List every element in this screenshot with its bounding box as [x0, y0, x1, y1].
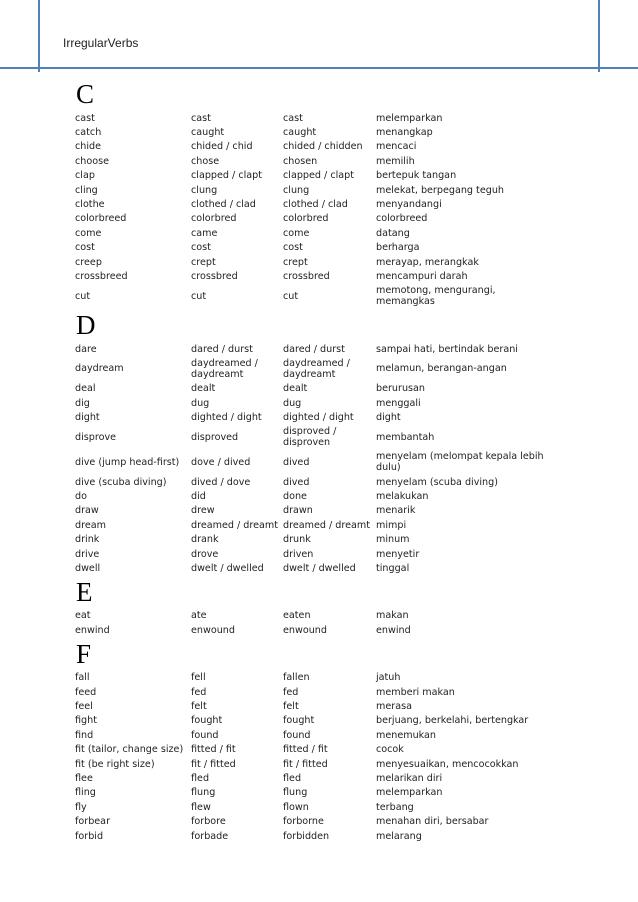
table-row	[75, 518, 555, 532]
meaning-cell: memilih	[376, 155, 415, 167]
table-row	[75, 342, 555, 356]
past-participle-cell: enwound	[283, 624, 327, 636]
table-row	[75, 381, 555, 395]
past-tense-cell: clung	[191, 184, 218, 196]
past-participle-cell: cut	[283, 290, 299, 302]
past-tense-cell: fled	[191, 772, 210, 784]
meaning-cell: berharga	[376, 242, 420, 254]
past-participle-cell: clothed / clad	[283, 199, 348, 211]
meaning-cell: menahan diri, bersabar	[376, 816, 489, 828]
base-form-cell: cling	[75, 184, 98, 196]
past-tense-cell: cast	[191, 112, 211, 124]
past-participle-cell: fit / fitted	[283, 758, 328, 770]
past-tense-cell: ate	[191, 610, 207, 622]
base-form-cell: choose	[75, 155, 109, 167]
table-row	[75, 425, 555, 450]
past-tense-cell: dighted / dight	[191, 411, 262, 423]
past-tense-cell: flew	[191, 801, 211, 813]
past-participle-cell: dug	[283, 397, 302, 409]
meaning-cell: menyelam (melompat kepala lebih dulu)	[376, 451, 544, 474]
past-participle-cell: fled	[283, 772, 302, 784]
past-tense-cell: clapped / clapt	[191, 170, 262, 182]
base-form-cell: eat	[75, 610, 91, 622]
past-tense-cell: dived / dove	[191, 476, 251, 488]
verb-table	[75, 342, 555, 576]
base-form-cell: catch	[75, 127, 102, 139]
base-form-cell: creep	[75, 256, 102, 268]
verb-table	[75, 671, 555, 844]
meaning-cell: enwind	[376, 624, 411, 636]
base-form-cell: come	[75, 227, 102, 239]
past-participle-cell: dived	[283, 456, 310, 468]
table-row	[75, 140, 555, 154]
past-participle-cell: eaten	[283, 610, 311, 622]
past-tense-cell: daydreamed / daydreamt	[191, 357, 258, 380]
section-letter-heading: E	[76, 576, 93, 607]
table-row	[75, 714, 555, 728]
meaning-cell: dight	[376, 411, 401, 423]
past-participle-cell: crept	[283, 256, 308, 268]
table-row	[75, 742, 555, 756]
past-tense-cell: found	[191, 729, 219, 741]
table-row	[75, 197, 555, 211]
past-participle-cell: fought	[283, 715, 315, 727]
past-tense-cell: fitted / fit	[191, 744, 236, 756]
meaning-cell: menyetir	[376, 548, 420, 560]
base-form-cell: cast	[75, 112, 95, 124]
base-form-cell: deal	[75, 383, 96, 395]
table-row	[75, 269, 555, 283]
meaning-cell: terbang	[376, 801, 414, 813]
past-tense-cell: clothed / clad	[191, 199, 256, 211]
past-participle-cell: found	[283, 729, 311, 741]
meaning-cell: melakukan	[376, 491, 429, 503]
meaning-cell: menarik	[376, 505, 416, 517]
meaning-cell: melekat, berpegang teguh	[376, 184, 504, 196]
past-tense-cell: forbore	[191, 816, 226, 828]
table-row	[75, 125, 555, 139]
meaning-cell: menyelam (scuba diving)	[376, 476, 498, 488]
letter-section	[75, 309, 595, 576]
meaning-cell: tinggal	[376, 563, 410, 575]
meaning-cell: melarikan diri	[376, 772, 443, 784]
base-form-cell: dwell	[75, 563, 101, 575]
meaning-cell: makan	[376, 610, 409, 622]
meaning-cell: mimpi	[376, 519, 407, 531]
verb-table	[75, 609, 555, 638]
table-row	[75, 356, 555, 381]
table-row	[75, 609, 555, 623]
past-tense-cell: did	[191, 491, 206, 503]
past-participle-cell: dwelt / dwelled	[283, 563, 356, 575]
past-tense-cell: dared / durst	[191, 343, 253, 355]
base-form-cell: fight	[75, 715, 97, 727]
past-tense-cell: dealt	[191, 383, 216, 395]
table-row	[75, 475, 555, 489]
meaning-cell: berjuang, berkelahi, bertengkar	[376, 715, 529, 727]
past-participle-cell: done	[283, 491, 307, 503]
base-form-cell: fall	[75, 672, 90, 684]
table-row	[75, 489, 555, 503]
header-right-rule	[598, 0, 600, 72]
meaning-cell: colorbreed	[376, 213, 428, 225]
table-row	[75, 284, 555, 309]
past-participle-cell: clung	[283, 184, 310, 196]
table-row	[75, 561, 555, 575]
past-tense-cell: caught	[191, 127, 225, 139]
past-participle-cell: flung	[283, 787, 308, 799]
table-row	[75, 169, 555, 183]
meaning-cell: menyesuaikan, mencocokkan	[376, 758, 519, 770]
past-tense-cell: forbade	[191, 830, 229, 842]
base-form-cell: fit (be right size)	[75, 758, 155, 770]
past-participle-cell: felt	[283, 700, 299, 712]
past-tense-cell: fought	[191, 715, 223, 727]
past-tense-cell: fell	[191, 672, 206, 684]
table-row	[75, 241, 555, 255]
base-form-cell: dare	[75, 343, 97, 355]
letter-section	[75, 576, 595, 638]
past-participle-cell: dived	[283, 476, 310, 488]
base-form-cell: colorbreed	[75, 213, 127, 225]
base-form-cell: dive (scuba diving)	[75, 476, 167, 488]
past-participle-cell: crossbred	[283, 270, 330, 282]
past-participle-cell: chosen	[283, 155, 318, 167]
past-tense-cell: chose	[191, 155, 220, 167]
table-row	[75, 547, 555, 561]
base-form-cell: clothe	[75, 199, 105, 211]
table-row	[75, 671, 555, 685]
past-tense-cell: flung	[191, 787, 216, 799]
base-form-cell: forbear	[75, 816, 111, 828]
meaning-cell: memotong, mengurangi, memangkas	[376, 285, 496, 308]
table-row	[75, 396, 555, 410]
meaning-cell: menangkap	[376, 127, 433, 139]
base-form-cell: crossbreed	[75, 270, 128, 282]
table-row	[75, 829, 555, 843]
base-form-cell: fling	[75, 787, 96, 799]
base-form-cell: clap	[75, 170, 95, 182]
table-row	[75, 410, 555, 424]
letter-section	[75, 638, 595, 844]
past-tense-cell: felt	[191, 700, 207, 712]
past-tense-cell: cost	[191, 242, 211, 254]
past-tense-cell: crept	[191, 256, 216, 268]
meaning-cell: bertepuk tangan	[376, 170, 457, 182]
base-form-cell: fit (tailor, change size)	[75, 744, 184, 756]
past-participle-cell: drawn	[283, 505, 313, 517]
table-row	[75, 814, 555, 828]
base-form-cell: disprove	[75, 431, 117, 443]
meaning-cell: melamun, berangan-angan	[376, 363, 507, 375]
meaning-cell: merasa	[376, 700, 412, 712]
base-form-cell: drink	[75, 534, 100, 546]
meaning-cell: melemparkan	[376, 787, 443, 799]
header-bottom-rule	[0, 67, 638, 69]
past-participle-cell: cost	[283, 242, 303, 254]
meaning-cell: berurusan	[376, 383, 425, 395]
past-tense-cell: came	[191, 227, 218, 239]
table-row	[75, 183, 555, 197]
past-participle-cell: fallen	[283, 672, 310, 684]
table-row	[75, 771, 555, 785]
past-participle-cell: chided / chidden	[283, 141, 363, 153]
meaning-cell: memberi makan	[376, 686, 455, 698]
base-form-cell: dream	[75, 519, 106, 531]
table-row	[75, 685, 555, 699]
table-row	[75, 728, 555, 742]
meaning-cell: menggali	[376, 397, 421, 409]
past-participle-cell: dreamed / dreamt	[283, 519, 370, 531]
table-row	[75, 154, 555, 168]
past-participle-cell: caught	[283, 127, 317, 139]
base-form-cell: flee	[75, 772, 93, 784]
base-form-cell: cut	[75, 290, 91, 302]
table-row	[75, 111, 555, 125]
past-participle-cell: dighted / dight	[283, 411, 354, 423]
base-form-cell: enwind	[75, 624, 110, 636]
past-tense-cell: drew	[191, 505, 215, 517]
past-tense-cell: dug	[191, 397, 210, 409]
past-participle-cell: clapped / clapt	[283, 170, 354, 182]
table-row	[75, 533, 555, 547]
meaning-cell: merayap, merangkak	[376, 256, 479, 268]
past-tense-cell: enwound	[191, 624, 235, 636]
base-form-cell: feed	[75, 686, 97, 698]
verb-list	[75, 78, 595, 843]
table-row	[75, 800, 555, 814]
past-tense-cell: crossbred	[191, 270, 238, 282]
past-tense-cell: colorbred	[191, 213, 237, 225]
meaning-cell: melarang	[376, 830, 422, 842]
past-tense-cell: fed	[191, 686, 207, 698]
past-participle-cell: dared / durst	[283, 343, 345, 355]
table-row	[75, 623, 555, 637]
meaning-cell: jatuh	[376, 672, 401, 684]
section-letter-heading: F	[76, 638, 92, 669]
past-tense-cell: chided / chid	[191, 141, 253, 153]
section-letter-heading: D	[76, 309, 96, 340]
past-participle-cell: cast	[283, 112, 303, 124]
past-participle-cell: flown	[283, 801, 309, 813]
table-row	[75, 786, 555, 800]
past-participle-cell: colorbred	[283, 213, 329, 225]
letter-section	[75, 78, 595, 309]
base-form-cell: cost	[75, 242, 95, 254]
base-form-cell: dive (jump head-first)	[75, 456, 180, 468]
base-form-cell: forbid	[75, 830, 104, 842]
table-row	[75, 699, 555, 713]
header-left-rule	[38, 0, 40, 72]
past-participle-cell: forbidden	[283, 830, 330, 842]
base-form-cell: feel	[75, 700, 93, 712]
meaning-cell: mencaci	[376, 141, 417, 153]
past-participle-cell: drunk	[283, 534, 311, 546]
meaning-cell: mencampuri darah	[376, 270, 468, 282]
base-form-cell: drive	[75, 548, 100, 560]
base-form-cell: find	[75, 729, 94, 741]
past-tense-cell: drove	[191, 548, 219, 560]
meaning-cell: datang	[376, 227, 410, 239]
verb-table	[75, 111, 555, 309]
meaning-cell: menemukan	[376, 729, 437, 741]
base-form-cell: do	[75, 491, 87, 503]
meaning-cell: minum	[376, 534, 410, 546]
base-form-cell: draw	[75, 505, 99, 517]
table-row	[75, 757, 555, 771]
meaning-cell: sampai hati, bertindak berani	[376, 343, 518, 355]
table-row	[75, 212, 555, 226]
base-form-cell: chide	[75, 141, 102, 153]
base-form-cell: daydream	[75, 363, 124, 375]
past-participle-cell: fed	[283, 686, 299, 698]
past-participle-cell: disproved / disproven	[283, 426, 337, 449]
past-tense-cell: cut	[191, 290, 207, 302]
base-form-cell: fly	[75, 801, 87, 813]
page-header-title: IrregularVerbs	[63, 36, 139, 50]
meaning-cell: cocok	[376, 744, 404, 756]
past-participle-cell: daydreamed / daydreamt	[283, 357, 350, 380]
table-row	[75, 504, 555, 518]
meaning-cell: menyandangi	[376, 199, 442, 211]
past-tense-cell: dove / dived	[191, 456, 251, 468]
past-participle-cell: fitted / fit	[283, 744, 328, 756]
past-participle-cell: come	[283, 227, 310, 239]
past-tense-cell: disproved	[191, 431, 239, 443]
past-participle-cell: driven	[283, 548, 314, 560]
base-form-cell: dig	[75, 397, 90, 409]
past-tense-cell: fit / fitted	[191, 758, 236, 770]
table-row	[75, 255, 555, 269]
section-letter-heading: C	[76, 79, 95, 109]
meaning-cell: membantah	[376, 431, 435, 443]
base-form-cell: dight	[75, 411, 100, 423]
past-tense-cell: dreamed / dreamt	[191, 519, 278, 531]
past-tense-cell: drank	[191, 534, 219, 546]
past-participle-cell: dealt	[283, 383, 308, 395]
table-row	[75, 226, 555, 240]
past-tense-cell: dwelt / dwelled	[191, 563, 264, 575]
past-participle-cell: forborne	[283, 816, 324, 828]
meaning-cell: melemparkan	[376, 112, 443, 124]
table-row	[75, 450, 555, 475]
